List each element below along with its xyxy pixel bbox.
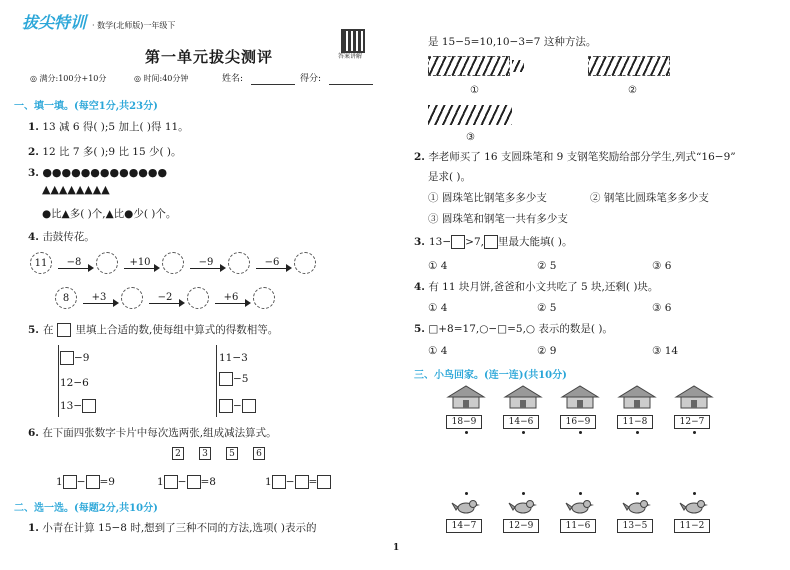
number-card: 6 [253, 447, 265, 460]
bird-item [503, 492, 543, 533]
bird-equation: 12−9 [503, 519, 539, 533]
stick-bundle-icon [428, 56, 510, 76]
eq-left-1 [60, 351, 89, 365]
question-2-1 [28, 521, 317, 535]
number-card: 5 [226, 447, 238, 460]
section-1-title: 一、填一填。(每空1分,共23分) [14, 101, 158, 112]
house-icon [560, 385, 600, 409]
option-label: ① [470, 85, 479, 96]
flower-blank[interactable] [162, 252, 184, 274]
eq-text: 1 [157, 476, 164, 488]
question-text: 小青在计算 15−8 时,想到了三种不同的方法,选项( )表示的 [42, 522, 317, 534]
option-item[interactable]: ① 4 [428, 302, 448, 314]
eq-right-1: 11−3 [219, 352, 248, 364]
house-equation: 16−9 [560, 415, 596, 429]
house-item [446, 385, 486, 434]
book-subtitle: · 数学(北师版)一年级下 [92, 21, 176, 30]
connect-dot[interactable] [636, 492, 639, 495]
subtract-eq-1 [56, 475, 115, 489]
question-number: 3. [28, 167, 39, 179]
flower-blank[interactable] [228, 252, 250, 274]
flower-blank[interactable] [253, 287, 275, 309]
house-item [560, 385, 600, 434]
bird-item [560, 492, 600, 533]
eq-text: 1 [265, 476, 272, 488]
operation-arrow: +3 [83, 292, 115, 304]
eq-text: 13− [60, 400, 83, 412]
option-item[interactable]: ② 5 [537, 302, 557, 314]
question-number: 2. [414, 151, 425, 163]
answer-box[interactable] [187, 475, 201, 489]
time-limit: ◎ 时间:40分钟 [134, 74, 189, 83]
number-cards [172, 447, 265, 460]
bird-equation: 13−5 [617, 519, 653, 533]
question-number: 5. [28, 324, 39, 336]
full-score: ◎ 满分:100分+10分 [30, 74, 107, 83]
question-2-1-cont: 是 15−5=10,10−3=7 这种方法。 [428, 36, 597, 48]
bird-icon [617, 497, 657, 519]
compare-text: ●比▲多( )个,▲比●少( )个。 [42, 208, 177, 220]
operation-arrow: −6 [256, 257, 288, 269]
eq-text: =9 [99, 476, 115, 488]
question-2-2-cont: 是求( )。 [428, 171, 472, 183]
option-item[interactable]: ② 9 [537, 345, 557, 357]
connect-dot[interactable] [693, 431, 696, 434]
answer-box[interactable] [219, 372, 233, 386]
eq-text: − [177, 476, 187, 488]
bird-icon [560, 497, 600, 519]
house-icon [674, 385, 714, 409]
circles-row: ●●●●●●●●●●●●● [42, 166, 168, 179]
number-card: 2 [172, 447, 184, 460]
eq-text: −9 [74, 352, 90, 364]
option-item[interactable]: ③ 14 [652, 345, 679, 357]
bird-item [617, 492, 657, 533]
flower-start: 8 [55, 287, 77, 309]
question-1-5 [28, 323, 278, 337]
bracket-left [58, 345, 59, 417]
question-text: >7, [465, 236, 484, 248]
bracket-right [216, 345, 217, 417]
operation-arrow: −8 [58, 257, 90, 269]
house-equation: 14−6 [503, 415, 539, 429]
option-item[interactable]: ① 圆珠笔比钢笔多多少支 [428, 192, 547, 204]
subtract-eq-3 [265, 475, 331, 489]
question-text: 在下面四张数字卡片中每次选两张,组成减法算式。 [42, 427, 277, 439]
question-2-4 [414, 280, 658, 294]
connect-dot[interactable] [522, 492, 525, 495]
option-item[interactable]: ③ 圆珠笔和钢笔一共有多少支 [428, 213, 568, 225]
answer-box[interactable] [219, 399, 233, 413]
name-field[interactable] [251, 84, 295, 85]
question-text: 击鼓传花。 [42, 231, 95, 243]
score-label: 得分: [300, 74, 322, 84]
number-card: 3 [199, 447, 211, 460]
question-1-4 [28, 230, 95, 244]
eq-text: =8 [200, 476, 216, 488]
answer-box[interactable] [242, 399, 256, 413]
answer-box[interactable] [164, 475, 178, 489]
bird-equation: 11−2 [674, 519, 710, 533]
option-label: ② [628, 85, 637, 96]
flower-start: 11 [30, 252, 52, 274]
answer-box[interactable] [86, 475, 100, 489]
answer-box[interactable] [82, 399, 96, 413]
eq-text: −5 [233, 373, 249, 385]
page-title: 第一单元拔尖测评 [145, 48, 274, 66]
question-1-2 [28, 145, 182, 159]
flower-chain-1 [30, 252, 316, 274]
eq-right-2 [219, 372, 248, 386]
bird-equation: 14−7 [446, 519, 482, 533]
answer-box[interactable] [272, 475, 286, 489]
question-2-3 [414, 235, 573, 249]
eq-text: 1 [56, 476, 63, 488]
flower-chain-2 [55, 287, 275, 309]
triangles-row: ▲▲▲▲▲▲▲▲ [42, 183, 110, 196]
flower-blank[interactable] [294, 252, 316, 274]
subtract-eq-2 [157, 475, 216, 489]
question-text: 12 比 7 多( );9 比 15 少( )。 [42, 146, 182, 158]
eq-right-3 [219, 399, 256, 413]
connect-dot[interactable] [465, 492, 468, 495]
answer-box-icon [484, 235, 498, 249]
question-number: 4. [28, 231, 39, 243]
question-number: 2. [28, 146, 39, 158]
question-number: 4. [414, 281, 425, 293]
option-item[interactable]: ① 4 [428, 260, 448, 272]
question-1-1 [28, 120, 189, 134]
score-field[interactable] [329, 84, 373, 85]
bird-icon [446, 497, 486, 519]
eq-text: − [285, 476, 295, 488]
eq-text: − [233, 400, 242, 412]
birds-row [446, 492, 746, 542]
flower-blank[interactable] [187, 287, 209, 309]
house-equation: 11−8 [617, 415, 653, 429]
house-equation: 18−9 [446, 415, 482, 429]
house-icon [503, 385, 543, 409]
sticks-icon [512, 60, 524, 72]
answer-box-icon [57, 323, 71, 337]
connect-dot[interactable] [693, 492, 696, 495]
operation-arrow: +6 [215, 292, 247, 304]
question-number: 3. [414, 236, 425, 248]
page-number: 1 [393, 543, 400, 553]
header [22, 10, 175, 33]
eq-text: − [76, 476, 86, 488]
house-icon [617, 385, 657, 409]
qr-label: 答案讲解 [338, 53, 363, 60]
house-equation: 12−7 [674, 415, 710, 429]
question-text: 李老师买了 16 支圆珠笔和 9 支钢笔奖励给部分学生,列式“16−9” [428, 151, 736, 163]
question-number: 1. [28, 121, 39, 133]
connect-dot[interactable] [579, 492, 582, 495]
answer-box[interactable] [63, 475, 77, 489]
option-item[interactable]: ① 4 [428, 345, 448, 357]
question-number: 6. [28, 427, 39, 439]
flower-blank[interactable] [121, 287, 143, 309]
question-text: 13− [428, 236, 452, 248]
connect-dot[interactable] [522, 431, 525, 434]
house-icon [446, 385, 486, 409]
question-text: 里最大能填( )。 [497, 236, 573, 248]
section-3-title: 三、小鸟回家。(连一连)(共10分) [414, 370, 567, 381]
sticks-icon [428, 105, 512, 125]
bird-item [446, 492, 486, 533]
section-2-title: 二、选一选。(每题2分,共10分) [14, 503, 158, 514]
option-item[interactable]: ② 钢笔比圆珠笔多多少支 [590, 192, 709, 204]
house-item [503, 385, 543, 434]
bird-item [674, 492, 714, 533]
qr-code-icon[interactable] [341, 29, 365, 53]
bird-equation: 11−6 [560, 519, 596, 533]
house-item [674, 385, 714, 434]
question-number: 5. [414, 323, 425, 335]
question-text: □+8=17,○−□=5,○ 表示的数是( )。 [428, 323, 613, 335]
question-2-2 [414, 150, 736, 164]
operation-arrow: −9 [190, 257, 222, 269]
connect-dot[interactable] [465, 431, 468, 434]
connect-dot[interactable] [636, 431, 639, 434]
operation-arrow: +10 [124, 257, 156, 269]
connect-dot[interactable] [579, 431, 582, 434]
brand-logo: 拔尖特训 [22, 13, 87, 32]
question-text: 有 11 块月饼,爸爸和小文共吃了 5 块,还剩( )块。 [428, 281, 659, 293]
bird-icon [503, 497, 543, 519]
bird-icon [674, 497, 714, 519]
question-number: 1. [28, 522, 39, 534]
question-text: 13 减 6 得( );5 加上( )得 11。 [42, 121, 189, 133]
question-text: 里填上合适的数,使每组中算式的得数相等。 [75, 324, 279, 336]
flower-blank[interactable] [96, 252, 118, 274]
eq-left-3 [60, 399, 96, 413]
answer-box-icon [451, 235, 465, 249]
eq-text: = [308, 476, 318, 488]
question-text: 在 [42, 324, 54, 336]
eq-left-2: 12−6 [60, 377, 89, 389]
option-item[interactable]: ③ 6 [652, 302, 672, 314]
option-label: ③ [466, 132, 475, 143]
question-2-5 [414, 322, 613, 336]
question-1-3 [28, 166, 167, 180]
question-1-6 [28, 426, 277, 440]
answer-box[interactable] [60, 351, 74, 365]
answer-box[interactable] [295, 475, 309, 489]
option-item[interactable]: ③ 6 [652, 260, 672, 272]
stick-bundle-icon [588, 56, 670, 76]
house-item [617, 385, 657, 434]
answer-box[interactable] [317, 475, 331, 489]
name-label: 姓名: [222, 74, 244, 84]
operation-arrow: −2 [149, 292, 181, 304]
houses-row [446, 385, 746, 435]
option-item[interactable]: ② 5 [537, 260, 557, 272]
